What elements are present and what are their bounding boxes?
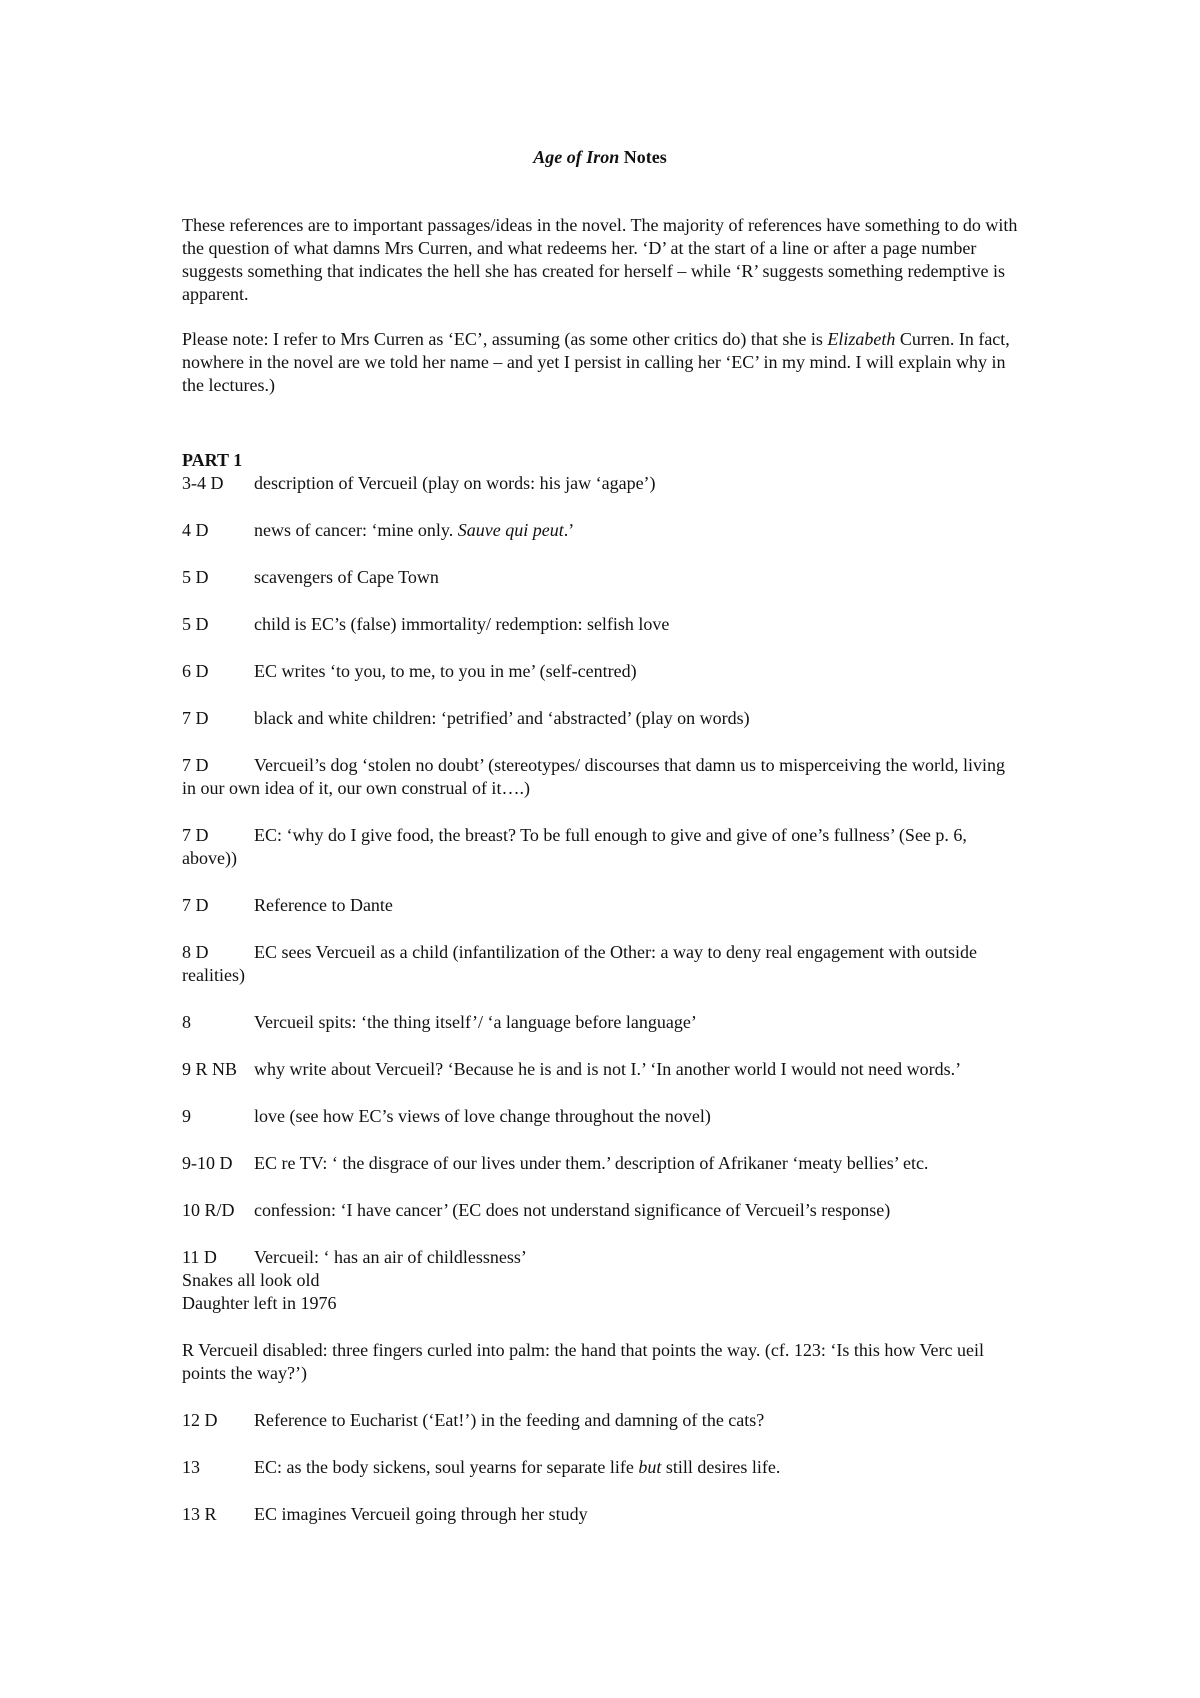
notes-list (182, 472, 1022, 1526)
note-ref: 7 D (182, 708, 209, 728)
note-ref: 3-4 D (182, 473, 224, 493)
note-entry (182, 472, 1022, 495)
note-ref: 8 D (182, 942, 209, 962)
note-entry (182, 1339, 1022, 1385)
note-text: EC writes ‘to you, to me, to you in me’ (self-centred) (254, 661, 637, 681)
note-ref: 10 R/D (182, 1200, 235, 1220)
note-text-italic: but (638, 1457, 662, 1477)
note-text: Vercueil spits: ‘the thing itself’/ ‘a language before language’ (254, 1012, 697, 1032)
note-ref: 9 (182, 1106, 191, 1126)
intro-paragraph-1: These references are to important passages/ideas in the novel. The majority of references have something to do with the question of what damns Mrs Curren, and what redeems her. ‘D’ at the start of a line or after a page number suggests something that indicates the hell she has created for herself – while ‘R’ suggests something redemptive is apparent. (182, 215, 1018, 304)
note-text: confession: ‘I have cancer’ (EC does not understand significance of Vercueil’s response) (254, 1200, 891, 1220)
title-italic: Age of Iron (533, 147, 620, 167)
note-text: black and white children: ‘petrified’ and ‘abstracted’ (play on words) (254, 708, 750, 728)
note-text: EC sees Vercueil as a child (infantilization of the Other: a way to deny real engagement with outside realities) (182, 942, 977, 985)
note-text: Reference to Eucharist (‘Eat!’) in the feeding and damning of the cats? (254, 1410, 765, 1430)
note-text: child is EC’s (false) immortality/ redemption: selfish love (254, 614, 670, 634)
note-entry (182, 824, 1022, 870)
note-ref: 6 D (182, 661, 209, 681)
note-text: why write about Vercueil? ‘Because he is and is not I.’ ‘In another world I would not need words.’ (254, 1059, 962, 1079)
note-ref: 12 D (182, 1410, 218, 1430)
note-ref: 13 R (182, 1504, 217, 1524)
document-body (182, 214, 1022, 1550)
note-text: love (see how EC’s views of love change throughout the novel) (254, 1106, 711, 1126)
part-heading: PART 1 (182, 450, 243, 470)
note-entry (182, 1011, 1022, 1034)
document-title (0, 146, 1200, 169)
note-entry (182, 566, 1022, 589)
note-entry (182, 1105, 1022, 1128)
note-ref: 5 D (182, 614, 209, 634)
note-entry (182, 613, 1022, 636)
note-entry (182, 1456, 1022, 1479)
note-text: EC re TV: ‘ the disgrace of our lives under them.’ description of Afrikaner ‘meaty bellies’ etc. (254, 1153, 929, 1173)
note-ref: 4 D (182, 520, 209, 540)
note-text: EC: ‘why do I give food, the breast? To be full enough to give and give of one’s fullness’ (See p. 6, above)) (182, 825, 967, 868)
note-text: description of Vercueil (play on words: his jaw ‘agape’) (254, 473, 656, 493)
note-ref: 7 D (182, 895, 209, 915)
note-ref: 9 R NB (182, 1059, 238, 1079)
note-entry (182, 1409, 1022, 1432)
note-text: Reference to Dante (254, 895, 393, 915)
intro-p2-after: Curren. In fact, nowhere in the novel are we told her name – and yet I persist in calling her ‘EC’ in my mind. I will explain why in the lectures.) (182, 329, 1010, 395)
note-ref: 5 D (182, 567, 209, 587)
title-rest: Notes (619, 147, 667, 167)
note-ref: 8 (182, 1012, 191, 1032)
note-text-italic: Sauve qui peut (457, 520, 564, 540)
note-text: scavengers of Cape Town (254, 567, 439, 587)
note-text: Vercueil’s dog ‘stolen no doubt’ (stereotypes/ discourses that damn us to misperceiving the world, living in our own idea of it, our own construal of it….) (182, 755, 1006, 798)
intro-p2-before: Please note: I refer to Mrs Curren as ‘EC’, assuming (as some other critics do) that she is (182, 329, 828, 349)
note-text: R Vercueil disabled: three fingers curled into palm: the hand that points the way. (cf. 123: ‘Is this how Verc ueil points the way?’) (182, 1340, 984, 1383)
intro-p2-italic: Elizabeth (827, 329, 896, 349)
note-entry (182, 707, 1022, 730)
note-text-after: .’ (563, 520, 575, 540)
note-entry (182, 754, 1022, 800)
note-entry (182, 941, 1022, 987)
note-text: Vercueil: ‘ has an air of childlessness’ (254, 1247, 527, 1267)
note-entry (182, 894, 1022, 917)
note-entry (182, 660, 1022, 683)
note-extra-line: Daughter left in 1976 (182, 1293, 337, 1313)
note-ref: 9-10 D (182, 1153, 233, 1173)
note-entry (182, 519, 1022, 542)
note-entry (182, 1152, 1022, 1175)
intro-paragraph-2 (182, 328, 1022, 397)
note-text: EC imagines Vercueil going through her study (254, 1504, 588, 1524)
note-extra-line: Snakes all look old (182, 1270, 320, 1290)
note-ref: 11 D (182, 1247, 217, 1267)
note-ref: 7 D (182, 755, 209, 775)
note-entry (182, 1199, 1022, 1222)
note-text-after: still desires life. (661, 1457, 781, 1477)
note-ref: 7 D (182, 825, 209, 845)
note-ref: 13 (182, 1457, 200, 1477)
note-text-before: news of cancer: ‘mine only. (254, 520, 458, 540)
note-entry (182, 1246, 1022, 1315)
note-text-before: EC: as the body sickens, soul yearns for separate life (254, 1457, 639, 1477)
note-entry (182, 1058, 1022, 1081)
note-entry (182, 1503, 1022, 1526)
